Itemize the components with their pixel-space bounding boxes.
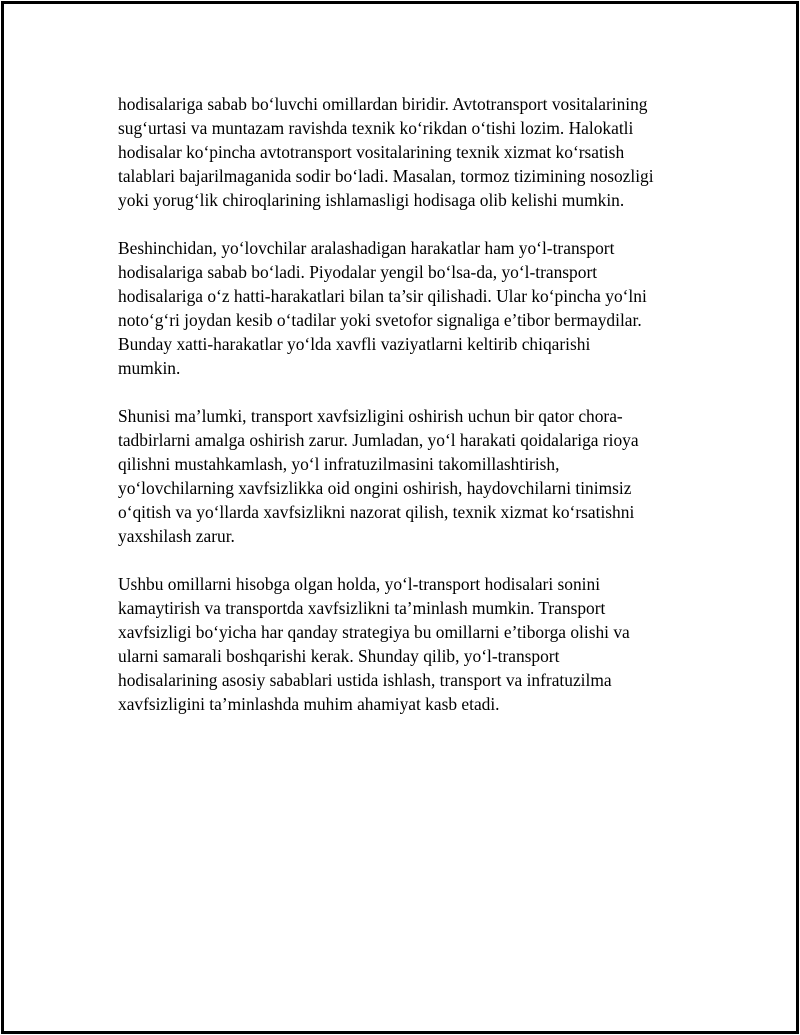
text-line: Bunday xatti-harakatlar yo‘lda xavfli vaziyatlarni keltirib chiqarishi — [118, 334, 591, 354]
text-line: Ushbu omillarni hisobga olgan holda, yo‘l-transport hodisalari sonini — [118, 574, 601, 594]
text-line: noto‘g‘ri joydan kesib o‘tadilar yoki svetofor signaliga e’tibor bermaydilar. — [118, 310, 642, 330]
text-line: hodisalar ko‘pincha avtotransport vositalarining texnik xizmat ko‘rsatish — [118, 142, 625, 162]
text-line: xavfsizligi bo‘yicha har qanday strategiya bu omillarni e’tiborga olishi va — [118, 622, 630, 642]
text-line: yaxshilash zarur. — [118, 526, 235, 546]
text-line: ularni samarali boshqarishi kerak. Shunday qilib, yo‘l-transport — [118, 646, 560, 666]
paragraph-3 — [118, 404, 682, 548]
document-body — [118, 92, 682, 740]
text-line: sug‘urtasi va muntazam ravishda texnik ko‘rikdan o‘tishi lozim. Halokatli — [118, 118, 634, 138]
text-line: xavfsizligini ta’minlashda muhim ahamiyat kasb etadi. — [118, 694, 500, 714]
paragraph-1 — [118, 92, 682, 212]
text-line: Beshinchidan, yo‘lovchilar aralashadigan harakatlar ham yo‘l-transport — [118, 238, 615, 258]
text-line: talablari bajarilmaganida sodir bo‘ladi. Masalan, tormoz tizimining nosozligi — [118, 166, 654, 186]
text-line: kamaytirish va transportda xavfsizlikni ta’minlash mumkin. Transport — [118, 598, 606, 618]
text-line: tadbirlarni amalga oshirish zarur. Jumladan, yo‘l harakati qoidalariga rioya — [118, 430, 639, 450]
text-line: hodisalariga sabab bo‘luvchi omillardan biridir. Avtotransport vositalarining — [118, 94, 648, 114]
paragraph-2 — [118, 236, 682, 380]
text-line: mumkin. — [118, 358, 181, 378]
text-line: yo‘lovchilarning xavfsizlikka oid ongini oshirish, haydovchilarni tinimsiz — [118, 478, 632, 498]
paragraph-4 — [118, 572, 682, 716]
text-line: Shunisi ma’lumki, transport xavfsizligini oshirish uchun bir qator chora- — [118, 406, 623, 426]
text-line: hodisalariga o‘z hatti-harakatlari bilan ta’sir qilishadi. Ular ko‘pincha yo‘lni — [118, 286, 647, 306]
text-line: o‘qitish va yo‘llarda xavfsizlikni nazorat qilish, texnik xizmat ko‘rsatishni — [118, 502, 635, 522]
text-line: qilishni mustahkamlash, yo‘l infratuzilmasini takomillashtirish, — [118, 454, 560, 474]
text-line: yoki yorug‘lik chiroqlarining ishlamasligi hodisaga olib kelishi mumkin. — [118, 190, 625, 210]
text-line: hodisalarining asosiy sabablari ustida ishlash, transport va infratuzilma — [118, 670, 612, 690]
text-line: hodisalariga sabab bo‘ladi. Piyodalar yengil bo‘lsa-da, yo‘l-transport — [118, 262, 598, 282]
